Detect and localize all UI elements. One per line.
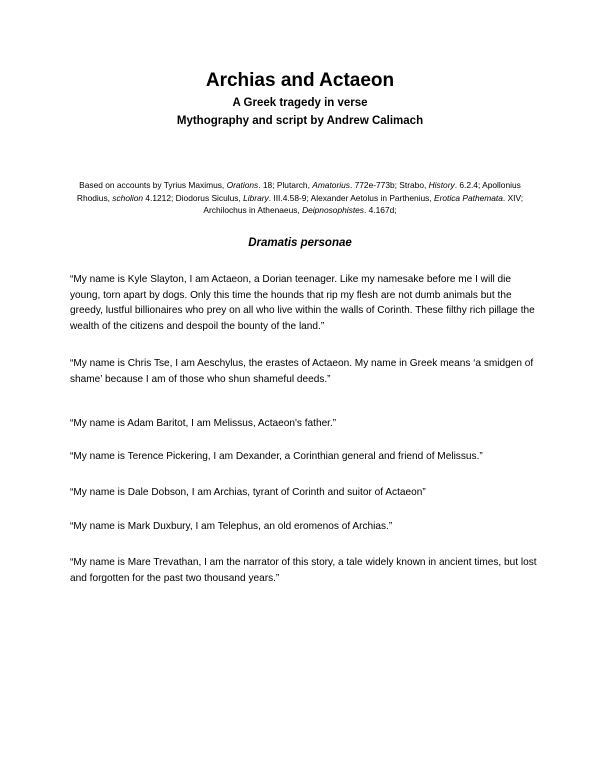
document-title: Archias and Actaeon (205, 70, 395, 91)
document-subtitle: A Greek tragedy in verse (232, 97, 368, 109)
dramatis-personae-heading: Dramatis personae (248, 237, 352, 249)
speech-dexander: “My name is Terence Pickering, I am Dexander, a Corinthian general and friend of Melissus.” (70, 451, 483, 462)
sources-work-title: scholion (112, 192, 144, 203)
sources-work-title: History (428, 180, 455, 190)
speech-telephus: “My name is Mark Duxbury, I am Telephus, an old eromenos of Archias.” (70, 521, 393, 532)
sources-segment: . 772e-773b; Strabo, (349, 180, 429, 190)
sources-work-title: Deipnosophistes (302, 205, 364, 215)
sources-segment: . XIV; Archilochus in Athenaeus, (203, 192, 524, 215)
speech-aeschylus: “My name is Chris Tse, I am Aeschylus, the erastes of Actaeon. My name in Greek means ‘a smidgen of shame’ because I am of those who shun shameful deeds.” (70, 358, 534, 385)
sources-segment: . 18; Plutarch, (258, 180, 313, 190)
sources-work-title: Erotica Pathemata (434, 192, 503, 203)
speech-archias: “My name is Dale Dobson, I am Archias, tyrant of Corinth and suitor of Actaeon” (70, 487, 426, 498)
speech-narrator: “My name is Mare Trevathan, I am the narrator of this story, a tale widely known in ancient times, but lost and forgotten for the past two thousand years.” (70, 557, 537, 584)
document-author-line: Mythography and script by Andrew Calimach (176, 115, 424, 127)
sources-note (68, 179, 532, 217)
sources-segment: . III.4.58-9; Alexander Aetolus in Parthenius, (268, 192, 435, 203)
sources-segment: 4.1212; Diodorus Siculus, (143, 192, 244, 203)
speech-melissus: “My name is Adam Baritot, I am Melissus, Actaeon's father.” (70, 418, 337, 429)
sources-work-title: Orations (226, 180, 259, 190)
speech-actaeon: “My name is Kyle Slayton, I am Actaeon, a Dorian teenager. Like my namesake before me I will die young, torn apart by dogs. Only this time the hounds that rip my flesh are not dumb animals but the greedy, lustful billionaires who prey on all who live within the walls of Corinth. These filthy rich pillage the wealth of the citizens and despoil the bounty of the land.” (70, 274, 535, 332)
sources-work-title: Library (243, 192, 269, 203)
sources-work-title: Amatorius (312, 180, 350, 190)
sources-segment: Based on accounts by Tyrius Maximus, (79, 180, 227, 190)
sources-segment: . 6.2.4; Apollonius Rhodius, (76, 180, 521, 203)
sources-segment: . 4.167d; (364, 205, 397, 215)
